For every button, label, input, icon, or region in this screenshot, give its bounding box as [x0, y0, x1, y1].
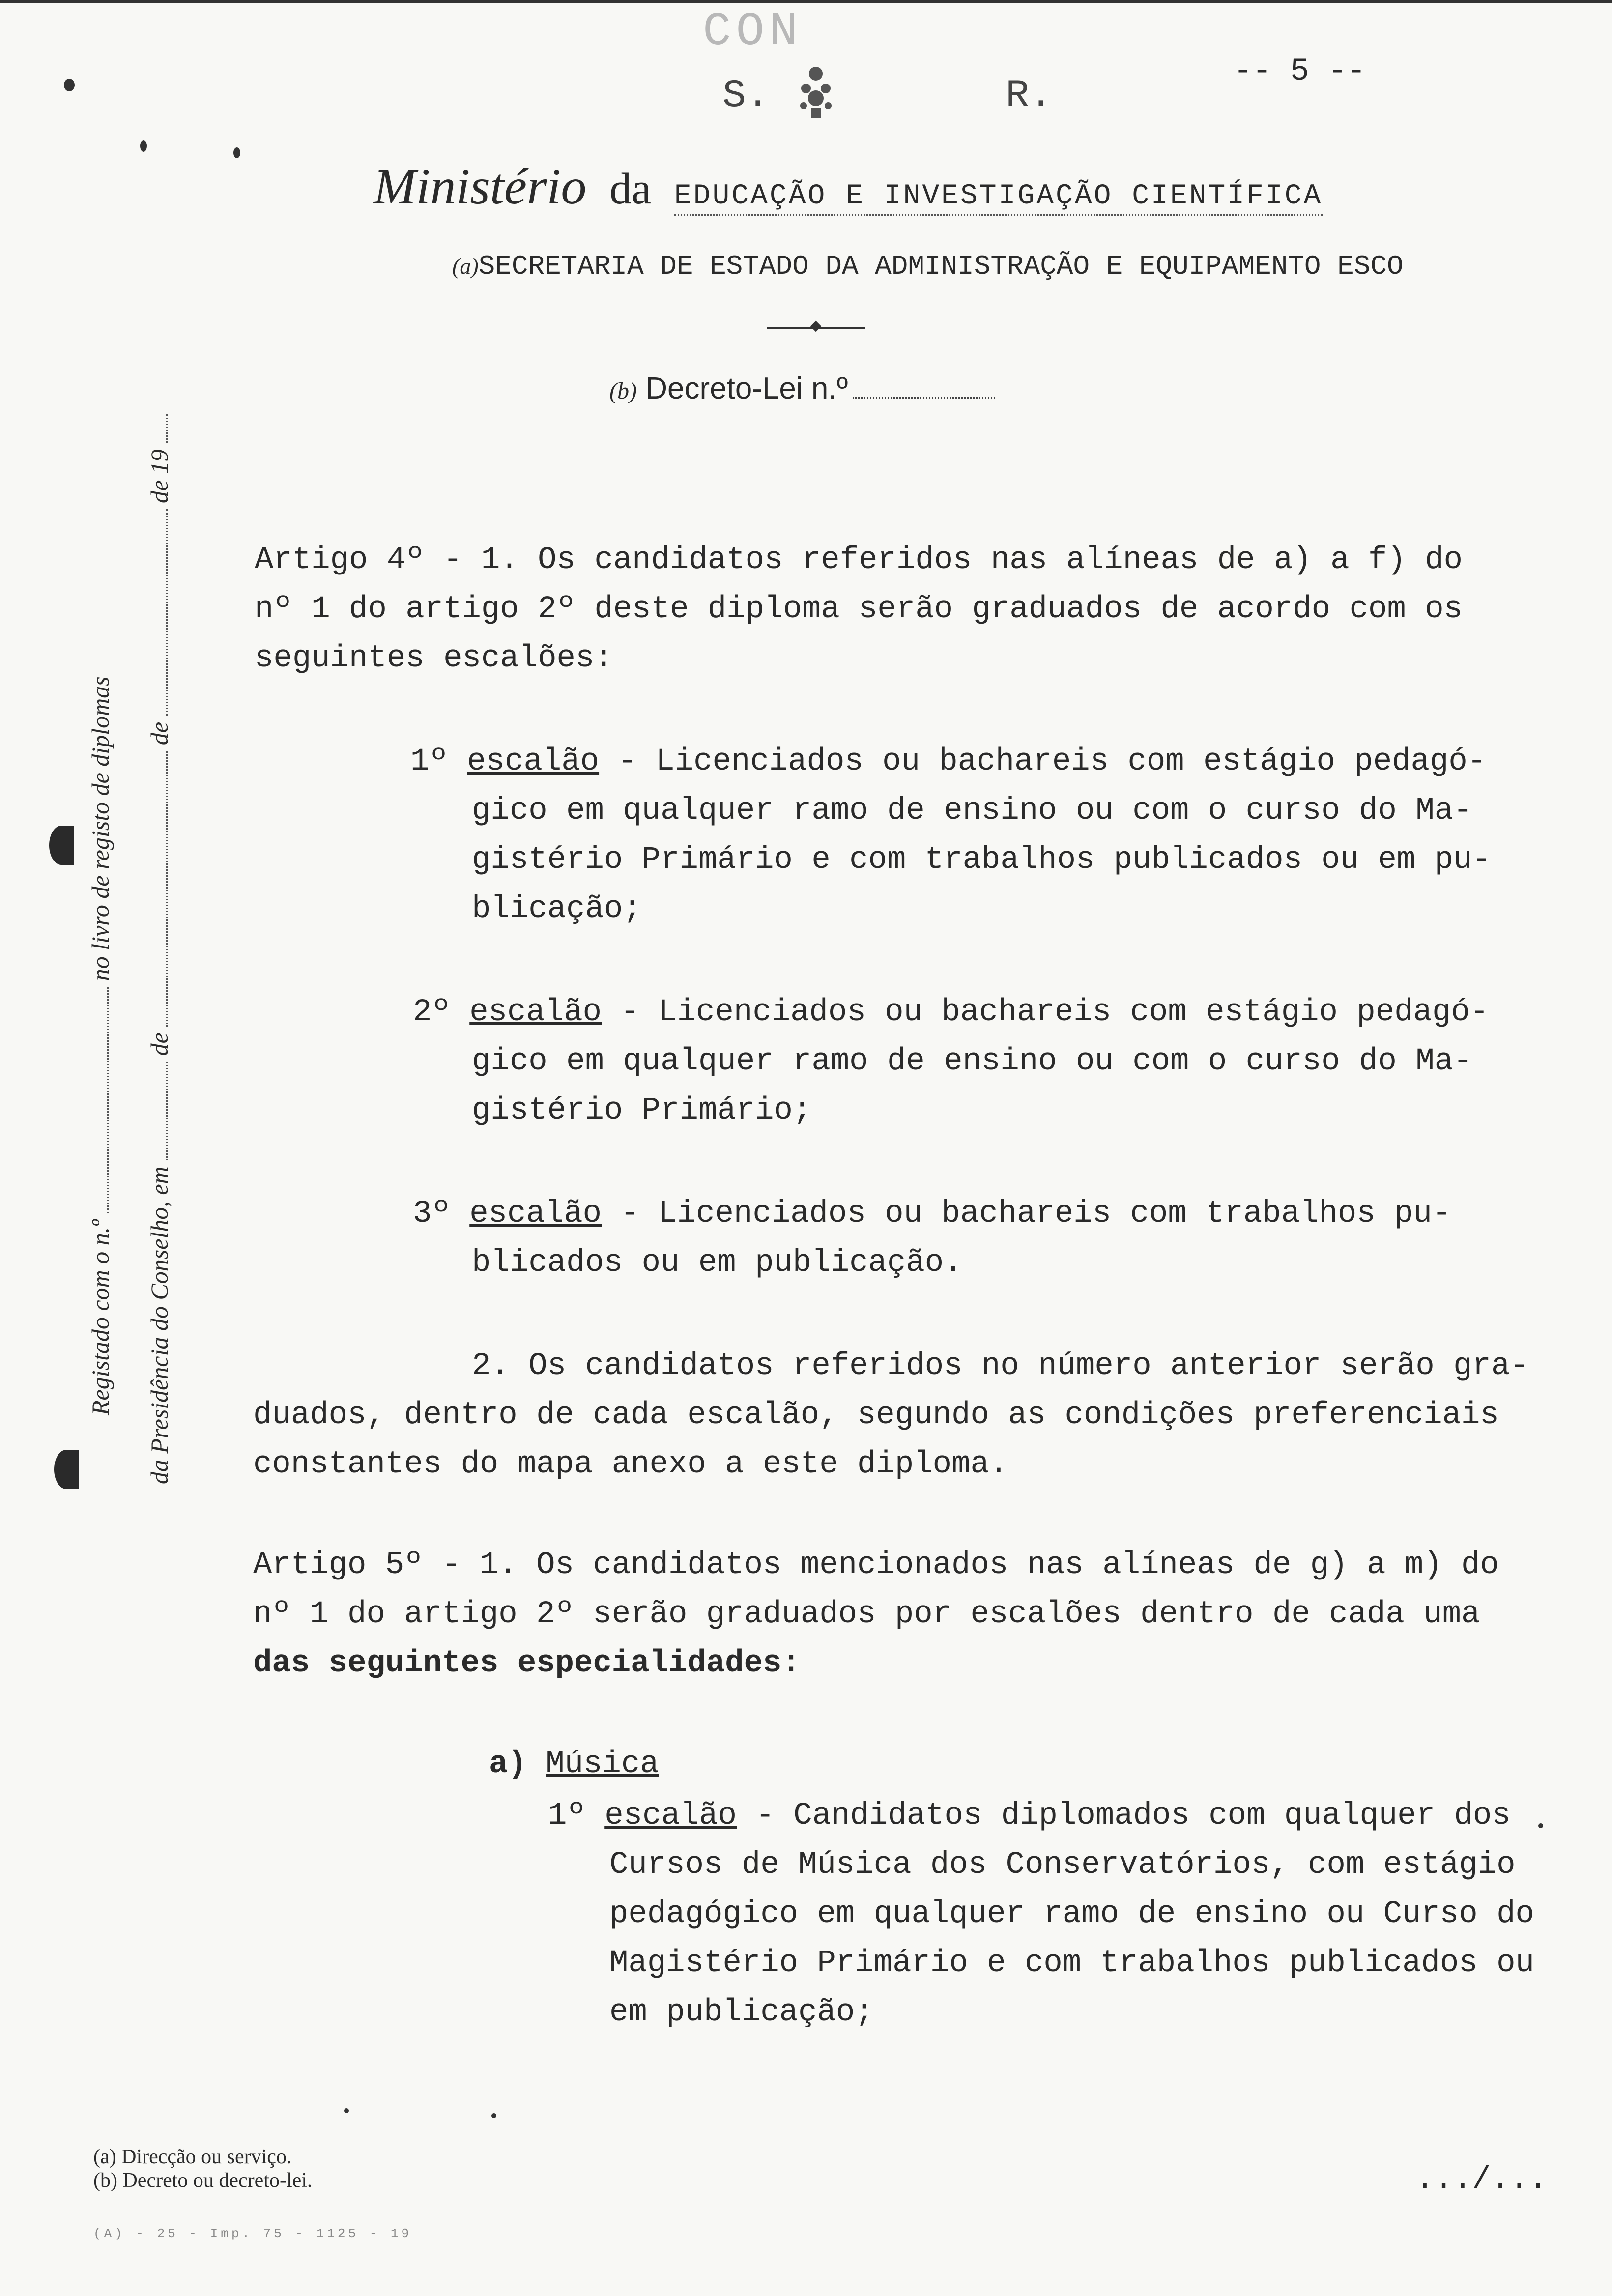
decreto-marker: (b)	[609, 378, 637, 404]
ministry-prefix: Ministério	[374, 158, 587, 215]
text-line: Artigo 5º - 1. Os candidatos mencionados nas alíneas de g) a m) do	[253, 1548, 1499, 1583]
binder-hole-mark	[54, 1450, 79, 1489]
presidency-label: da Presidência do Conselho, em	[145, 1166, 173, 1484]
secretaria-marker: (a)	[452, 254, 479, 279]
presidency-de-2: de	[145, 721, 173, 746]
text-line: - Licenciados ou bachareis com estágio pedagó-	[602, 995, 1489, 1030]
ministry-name: EDUCAÇÃO E INVESTIGAÇÃO CIENTÍFICA	[674, 180, 1323, 216]
specialty-a-heading	[489, 1740, 659, 1789]
escalao-label: escalão	[604, 1798, 737, 1834]
text-line: - Licenciados ou bachareis com estágio pedagó-	[599, 744, 1487, 779]
text-line: - Candidatos diplomados com qualquer dos	[737, 1798, 1511, 1834]
stamp-initials: S. R.	[722, 74, 1053, 118]
page-number: -- 5 --	[1234, 54, 1366, 89]
text-line: blicados ou em publicação.	[472, 1245, 963, 1281]
presidency-line	[145, 414, 173, 1484]
text-line: blicação;	[472, 891, 642, 927]
text-line: gistério Primário e com trabalhos publicados ou em pu-	[472, 842, 1491, 878]
footnote-a: (a) Direcção ou serviço.	[93, 2146, 292, 2168]
text-line: gico em qualquer ramo de ensino ou com o curso do Ma-	[472, 1044, 1472, 1079]
escalao-2-item	[413, 988, 1489, 1135]
ink-speck	[140, 140, 147, 152]
article-4-paragraph	[255, 536, 1463, 683]
escalao-label: escalão	[469, 1196, 602, 1232]
text-line: Magistério Primário e com trabalhos publicados ou	[609, 1946, 1534, 1981]
text-line: em publicação;	[609, 1995, 874, 2030]
decreto-label: Decreto-Lei n.º	[645, 372, 848, 405]
decreto-line	[609, 371, 995, 406]
text-line: constantes do mapa anexo a este diploma.	[253, 1447, 1008, 1482]
decreto-number-blank	[853, 397, 995, 399]
presidency-year: de 19	[145, 449, 173, 503]
ink-speck	[491, 2113, 496, 2118]
specialty-label: Música	[546, 1747, 659, 1782]
registration-label: Registado com o n.º	[86, 1219, 114, 1415]
faded-stamp: CON	[703, 5, 803, 58]
text-line: duados, dentro de cada escalão, segundo as condições preferenciais	[253, 1398, 1499, 1433]
ornamental-divider	[767, 327, 865, 329]
escalao-number: 2º	[413, 995, 451, 1030]
ministry-heading	[374, 157, 1323, 216]
ink-speck	[344, 2108, 349, 2113]
paragraph-2	[253, 1342, 1529, 1489]
escalao-number: 1º	[410, 744, 448, 779]
day-blank	[166, 1062, 168, 1160]
text-line: nº 1 do artigo 2º serão graduados por escalões dentro de cada uma	[253, 1597, 1480, 1632]
registration-book-label: no livro de registo de diplomas	[86, 676, 114, 981]
escalao-1-item	[410, 737, 1491, 934]
year-blank	[166, 414, 168, 443]
ministry-da: da	[609, 165, 652, 213]
text-line: nº 1 do artigo 2º deste diploma serão graduados de acordo com os	[255, 592, 1463, 627]
footnote-b: (b) Decreto ou decreto-lei.	[93, 2169, 313, 2192]
ink-speck	[1538, 1823, 1543, 1828]
text-line: Cursos de Música dos Conservatórios, com estágio	[609, 1847, 1516, 1883]
month-blank	[166, 751, 168, 1027]
secretaria-line	[452, 251, 1404, 282]
escalao-number: 3º	[413, 1196, 451, 1232]
escalao-label: escalão	[469, 995, 602, 1030]
registration-line	[86, 676, 115, 1415]
text-line: gistério Primário;	[472, 1093, 812, 1128]
escalao-label: escalão	[467, 744, 600, 779]
text-line: seguintes escalões:	[255, 641, 613, 676]
continuation-mark: .../...	[1415, 2162, 1548, 2198]
top-border-line	[0, 0, 1612, 3]
text-line: 2. Os candidatos referidos no número anterior serão gra-	[472, 1349, 1529, 1384]
binder-hole-mark	[49, 826, 74, 865]
printer-code: (A) - 25 - Imp. 75 - 1125 - 19	[93, 2226, 412, 2241]
text-line: pedagógico em qualquer ramo de ensino ou Curso do	[609, 1896, 1534, 1932]
ink-speck	[233, 147, 240, 158]
secretaria-text: SECRETARIA DE ESTADO DA ADMINISTRAÇÃO E EQUIPAMENTO ESCO	[478, 251, 1404, 282]
escalao-3-item	[413, 1189, 1451, 1288]
text-line: das seguintes especialidades:	[253, 1646, 801, 1681]
ink-speck	[64, 79, 75, 91]
footnotes	[93, 2145, 312, 2192]
text-line: - Licenciados ou bachareis com trabalhos pu-	[602, 1196, 1451, 1232]
registration-number-blank	[107, 987, 109, 1213]
presidency-de-1: de	[145, 1033, 173, 1056]
year-prefix-blank	[166, 509, 168, 716]
text-line: Artigo 4º - 1. Os candidatos referidos nas alíneas de a) a f) do	[255, 543, 1463, 578]
text-line: gico em qualquer ramo de ensino ou com o curso do Ma-	[472, 793, 1472, 829]
musica-escalao-1-item	[548, 1791, 1534, 2037]
escalao-number: 1º	[548, 1798, 586, 1834]
article-5-paragraph	[253, 1541, 1499, 1688]
specialty-marker: a)	[489, 1747, 527, 1782]
